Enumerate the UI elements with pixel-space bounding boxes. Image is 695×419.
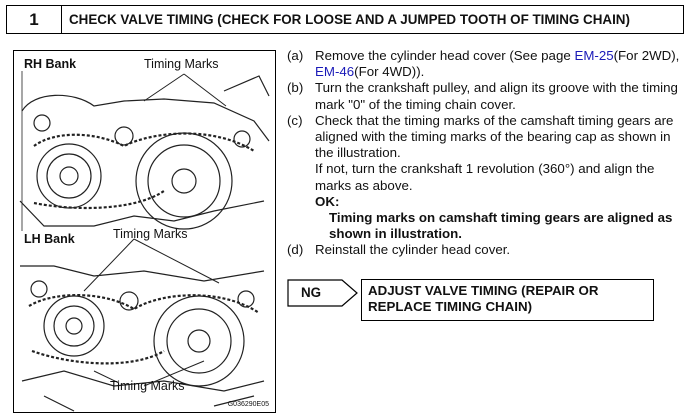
step-a bbox=[287, 48, 687, 80]
step-c-text-2: If not, turn the crankshaft 1 revolution (360°) and align the marks as above. bbox=[315, 161, 655, 193]
step-c-label: (c) bbox=[287, 112, 303, 128]
step-title: CHECK VALVE TIMING (CHECK FOR LOOSE AND A JUMPED TOOTH OF TIMING CHAIN) bbox=[69, 12, 630, 27]
step-b-label: (b) bbox=[287, 80, 304, 96]
lh-bank-label: LH Bank bbox=[24, 232, 75, 246]
em-25-link[interactable]: EM-25 bbox=[574, 48, 614, 63]
timing-illustration bbox=[13, 50, 276, 413]
step-a-text-part2: (For 2WD), bbox=[613, 48, 680, 63]
step-d-text: Reinstall the cylinder head cover. bbox=[315, 242, 511, 258]
step-b bbox=[287, 80, 687, 112]
ng-label: NG bbox=[301, 285, 322, 300]
em-46-link[interactable]: EM-46 bbox=[315, 64, 355, 80]
step-b-text: Turn the crankshaft pulley, and align its groove with the timing mark "0" of the timing chain cover. bbox=[315, 80, 678, 112]
step-c-body bbox=[315, 113, 687, 243]
ok-result: Timing marks on camshaft timing gears are aligned as shown in illustration. bbox=[329, 210, 673, 242]
timing-marks-label-middle: Timing Marks bbox=[113, 227, 188, 241]
timing-marks-label-bottom: Timing Marks bbox=[110, 379, 185, 393]
figure-code: G036290E05 bbox=[227, 401, 269, 408]
step-a-label: (a) bbox=[287, 48, 304, 63]
step-c-text: Check that the timing marks of the camshaft timing gears are aligned with the timing marks of the bearing cap as shown in the illustration. bbox=[315, 112, 674, 161]
timing-marks-label-top: Timing Marks bbox=[144, 57, 219, 71]
step-a-text-part1: Remove the cylinder head cover (See page bbox=[315, 48, 575, 63]
step-number: 1 bbox=[7, 6, 62, 33]
step-a-text bbox=[315, 48, 687, 80]
rh-bank-label: RH Bank bbox=[24, 57, 77, 71]
step-c bbox=[287, 113, 687, 243]
step-d-label: (d) bbox=[287, 242, 304, 258]
step-d bbox=[287, 242, 687, 258]
ng-arrow-icon bbox=[287, 279, 367, 309]
ok-label: OK: bbox=[315, 193, 340, 209]
step-header bbox=[6, 5, 684, 34]
procedure-steps bbox=[287, 48, 687, 259]
step-a-text-part3: (For 4WD)). bbox=[354, 64, 425, 80]
ng-action-box: ADJUST VALVE TIMING (REPAIR OR REPLACE TIMING CHAIN) bbox=[361, 279, 654, 321]
